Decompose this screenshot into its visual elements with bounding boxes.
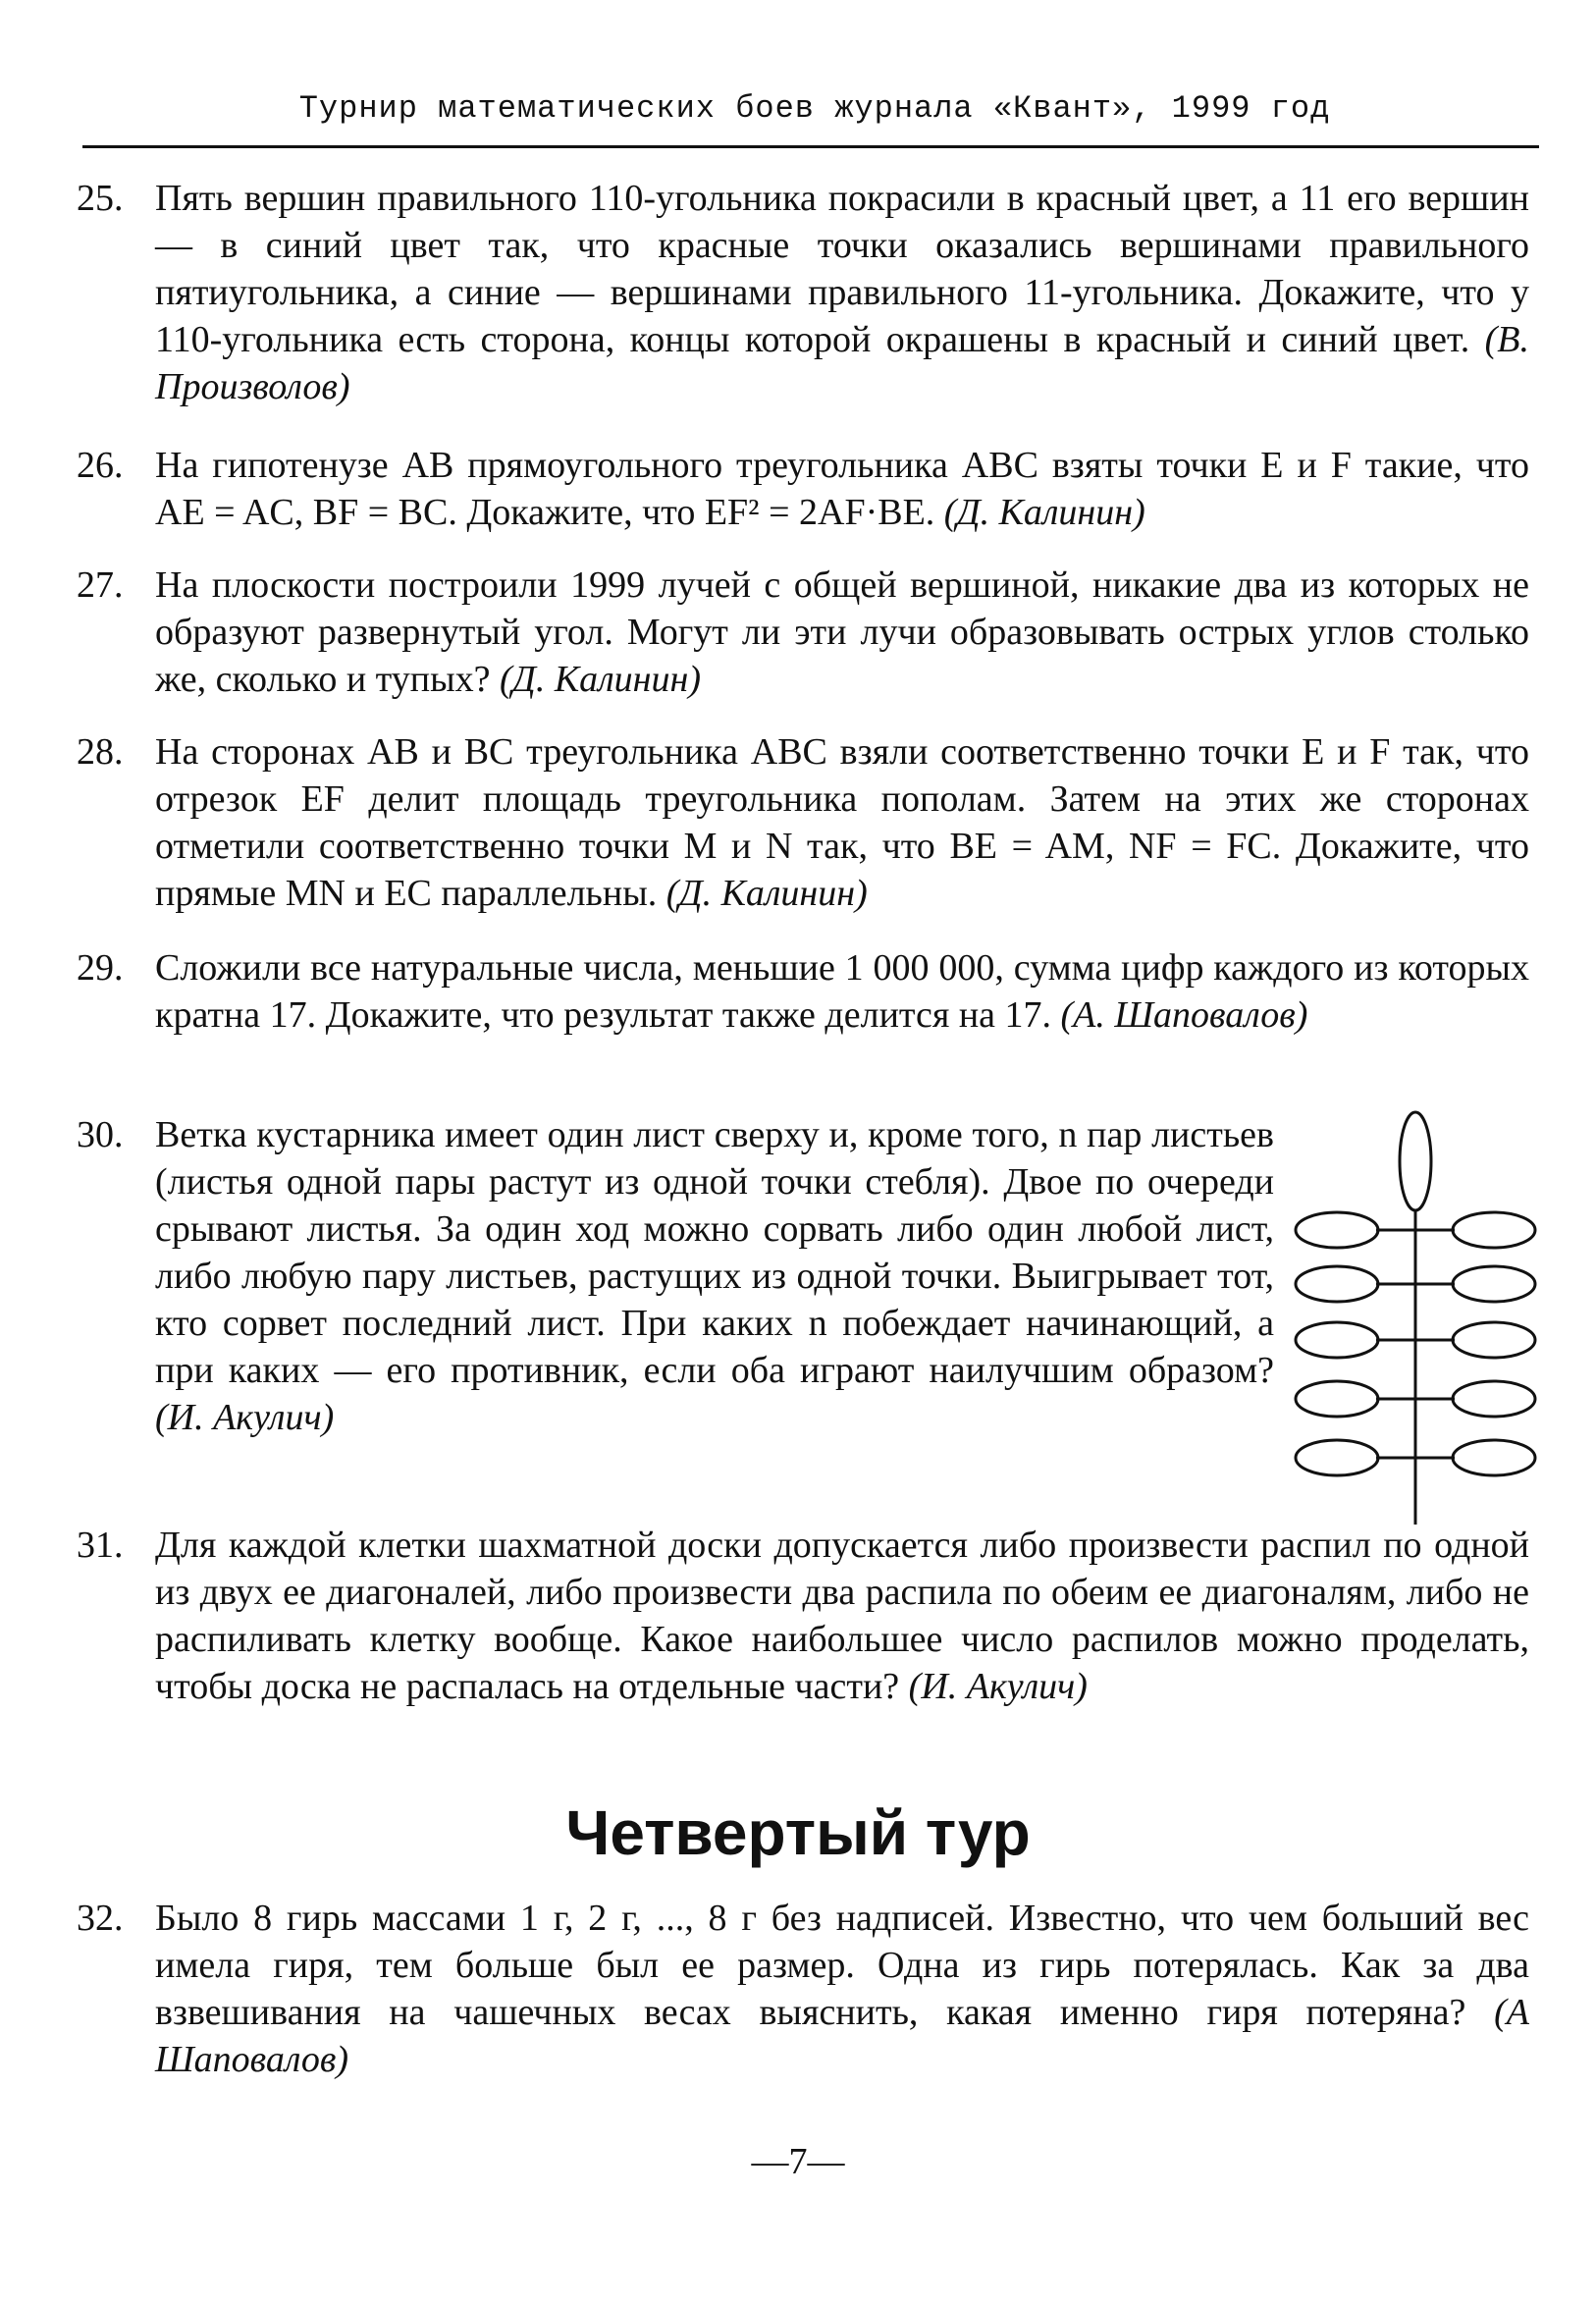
problem-text-block xyxy=(155,728,1529,917)
problem-text-block xyxy=(155,175,1529,410)
problem-number: 27. xyxy=(77,564,124,606)
problem-32 xyxy=(77,1895,1529,2091)
problem-text-block xyxy=(155,944,1529,1039)
problem-25 xyxy=(77,175,1529,420)
problem-number: 26. xyxy=(77,445,124,486)
problem-number: 29. xyxy=(77,947,124,989)
problem-number: 31. xyxy=(77,1525,124,1566)
problem-27 xyxy=(77,562,1529,709)
problem-text: На гипотенузе AB прямоугольного треугольника ABC взяты точки E и F такие, что AE = AC, BF = BC. Докажите, что EF² = 2AF·BE. xyxy=(155,445,1529,533)
problem-text: Было 8 гирь массами 1 г, 2 г, ..., 8 г без надписей. Известно, что чем больший вес имела гиря, тем больше был ее размер. Одна из гирь потерялась. Как за два взвешивания на чашечных весах выяснить, какая именно гиря потеряна? xyxy=(155,1898,1529,2033)
problem-text-block xyxy=(155,1895,1529,2083)
top-leaf xyxy=(1400,1112,1431,1210)
problem-text: Для каждой клетки шахматной доски допускается либо произвести распил по одной из двух ее диагоналей, либо произвести два распила по обеим ее диагоналям, либо не распиливать клетку вообще. Какое наибольшее число распилов можно проделать, чтобы доска не распалась на отдельные части? xyxy=(155,1525,1529,1707)
problem-text: Пять вершин правильного 110-угольника покрасили в красный цвет, а 11 его вершин — в синий цвет так, что красные точки оказались вершинами правильного пятиугольника, а синие — вершинами правильного 11-угольника. Докажите, что у 110-угольника есть сторона, концы которой окрашены в красный и синий цвет. xyxy=(155,178,1529,360)
problem-author: (И. Акулич) xyxy=(908,1666,1088,1707)
problem-author: (Д. Калинин) xyxy=(943,492,1145,533)
problem-29 xyxy=(77,944,1529,1092)
problem-31 xyxy=(77,1522,1529,1718)
problem-text-block xyxy=(155,562,1529,703)
problem-number: 32. xyxy=(77,1898,124,1939)
problem-text: На плоскости построили 1999 лучей с общей вершиной, никакие два из которых не образуют развернутый угол. Могут ли эти лучи образовывать острых углов столько же, сколько и тупых? xyxy=(155,564,1529,700)
page-number: —7— xyxy=(751,2141,845,2182)
problem-number: 30. xyxy=(77,1114,124,1155)
problem-text: Сложили все натуральные числа, меньшие 1 000 000, сумма цифр каждого из которых кратна 17. Докажите, что результат также делится на 17. xyxy=(155,947,1529,1036)
problem-author: (А Шаповалов) xyxy=(155,1992,1530,2080)
problem-30 xyxy=(77,1111,1274,1504)
problem-author: (Д. Калинин) xyxy=(500,659,702,700)
problem-author: (В. Произволов) xyxy=(155,319,1529,407)
header-rule xyxy=(82,145,1539,148)
problem-number: 28. xyxy=(77,731,124,773)
problem-text-block xyxy=(155,1522,1529,1710)
problem-26 xyxy=(77,442,1529,540)
problem-text: Ветка кустарника имеет один лист сверху и, кроме того, n пар листьев (листья одной пары растут из одной точки стебля). Двое по очереди срывают листья. За один ход можно сорвать либо один любой лист, либо любую пару листьев, растущих из одной точки. Выигрывает тот, кто сорвет последний лист. При каких n побеждает начинающий, а при каких — его противник, если оба играют наилучшим образом? xyxy=(155,1114,1274,1391)
section-title: Четвертый тур xyxy=(565,1797,1031,1868)
problem-author: (Д. Калинин) xyxy=(665,873,868,914)
branch-figure xyxy=(1288,1107,1543,1529)
problem-28 xyxy=(77,728,1529,925)
problem-text-block xyxy=(155,1111,1274,1441)
problem-text-block xyxy=(155,442,1529,536)
problem-number: 25. xyxy=(77,178,124,219)
problem-author: (А. Шаповалов) xyxy=(1060,994,1308,1036)
page-header: Турнир математических боев журнала «Квант», 1999 год xyxy=(298,90,1331,127)
problem-text: На сторонах AB и BC треугольника ABC взяли соответственно точки E и F так, что отрезок EF делит площадь треугольника пополам. Затем на этих же сторонах отметили соответственно точки M и N так, что BE = AM, NF = FC. Докажите, что прямые MN и EC параллельны. xyxy=(155,731,1529,914)
problem-author: (И. Акулич) xyxy=(155,1397,335,1438)
